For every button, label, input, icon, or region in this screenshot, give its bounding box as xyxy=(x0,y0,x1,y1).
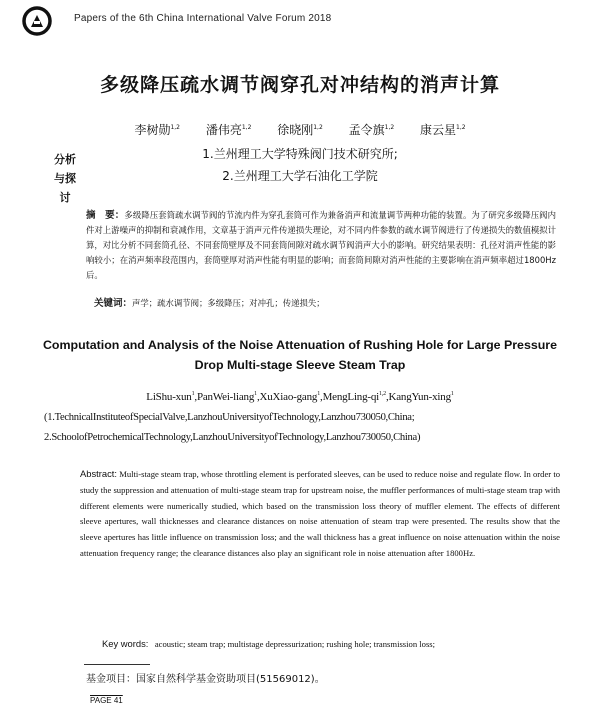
section-side-label: 分析与探讨 xyxy=(54,153,76,204)
abstract-en-label: Abstract: xyxy=(80,468,117,479)
paper-title-en-line-1: Computation and Analysis of the Noise Attenuation of Rushing Hole for Large Pressure xyxy=(42,338,558,352)
affiliation-en-1: (1.TechnicalInstituteofSpecialValve,LanzhouUniversityofTechnology,Lanzhou730050,China; xyxy=(44,412,415,423)
footnote-divider xyxy=(84,664,150,665)
affiliation-cn-2: 2.兰州理工大学石油化工学院 xyxy=(222,169,378,183)
abstract-en xyxy=(80,466,560,562)
paper-title-en-line-2: Drop Multi-stage Sleeve Steam Trap xyxy=(194,358,406,372)
author-cn: 康云星$^{1,2}$ xyxy=(420,123,466,137)
page-number: PAGE 41 xyxy=(90,696,123,705)
paper-title-cn: 多级降压疏水调节阀穿孔对冲结构的消声计算 xyxy=(99,74,500,96)
funding-footnote: 基金项目：国家自然科学基金资助项目(51569012)。 xyxy=(86,674,325,685)
forum-logo-icon xyxy=(22,6,52,36)
author-cn: 李树勋$^{1,2}$ xyxy=(134,123,180,137)
running-header: Papers of the 6th China International Valve Forum 2018 xyxy=(74,13,332,24)
author-list-cn xyxy=(0,121,600,138)
author-cn: 孟令旗$^{1,2}$ xyxy=(348,123,395,137)
author-cn: 潘伟亮$^{1,2}$ xyxy=(205,123,252,137)
abstract-cn-label: 摘 要： xyxy=(86,210,125,221)
abstract-cn xyxy=(86,208,556,283)
author-cn: 徐晓刚$^{1,2}$ xyxy=(277,123,323,137)
keywords-en xyxy=(102,638,435,649)
keywords-cn-label: 关键词： xyxy=(94,298,133,309)
author-list-en: LiShu-xun$^1$,PanWei-liang$^1$,XuXiao-gang$^1$,MengLing-qi$^{1,2}$,KangYun-xing$^1$ xyxy=(146,391,454,403)
keywords-en-text: acoustic; steam trap; multistage depressurization; rushing hole; transmission loss; xyxy=(154,639,436,649)
abstract-cn-text: 多级降压套筒疏水调节阀的节流内件为穿孔套筒可作为兼备消声和流量调节两种功能的装置。为了研究多级降压阀内件对上游噪声的抑制和衰减作用，文章基于消声元件传递损失理论，对不同内件参数的疏水调节阀进行了传递损失的数值模拟计算，对比分析不同套筒孔径、不同套筒壁厚及不同套筒间隙对疏水调节阀消声大小的影响。研究结果表明：孔径对消声性能的影响较小；在消声频率段范围内，套筒壁厚对消声性能有明显的影响；而套筒间隙对消声性能的主要影响在消声频率超过1800Hz后。 xyxy=(86,210,556,280)
keywords-cn xyxy=(94,295,325,309)
affiliation-en-2: 2.SchoolofPetrochemicalTechnology,LanzhouUniversityofTechnology,Lanzhou730050,China) xyxy=(44,432,421,443)
keywords-en-label: Key words: xyxy=(102,638,149,649)
affiliation-cn-1: 1.兰州理工大学特殊阀门技术研究所; xyxy=(202,147,398,161)
keywords-cn-text: 声学；疏水调节阀；多级降压；对冲孔；传递损失； xyxy=(132,298,325,308)
abstract-en-text: Multi-stage steam trap, whose throttling element is perforated sleeves, can be used to reduce noise and regulate flow. In order to study the suppression and attenuation of multi-stage steam trap for upstream noise, the muffler performances of multi-stage steam trap with different elements were numerically studied, which based on the transmission loss theory of muffler element. The effects of different sleeve apertures, wall thicknesses and clearance distances on noise attenuation of steam trap were presented. The results show that the sleeve apertures has little influence on transmission loss; and the wall thickness has a great influence on noise attenuation within the noise attenuation frequency range; the clearance distances also play an significant role in noise attenuation after 1800Hz. xyxy=(80,469,561,558)
